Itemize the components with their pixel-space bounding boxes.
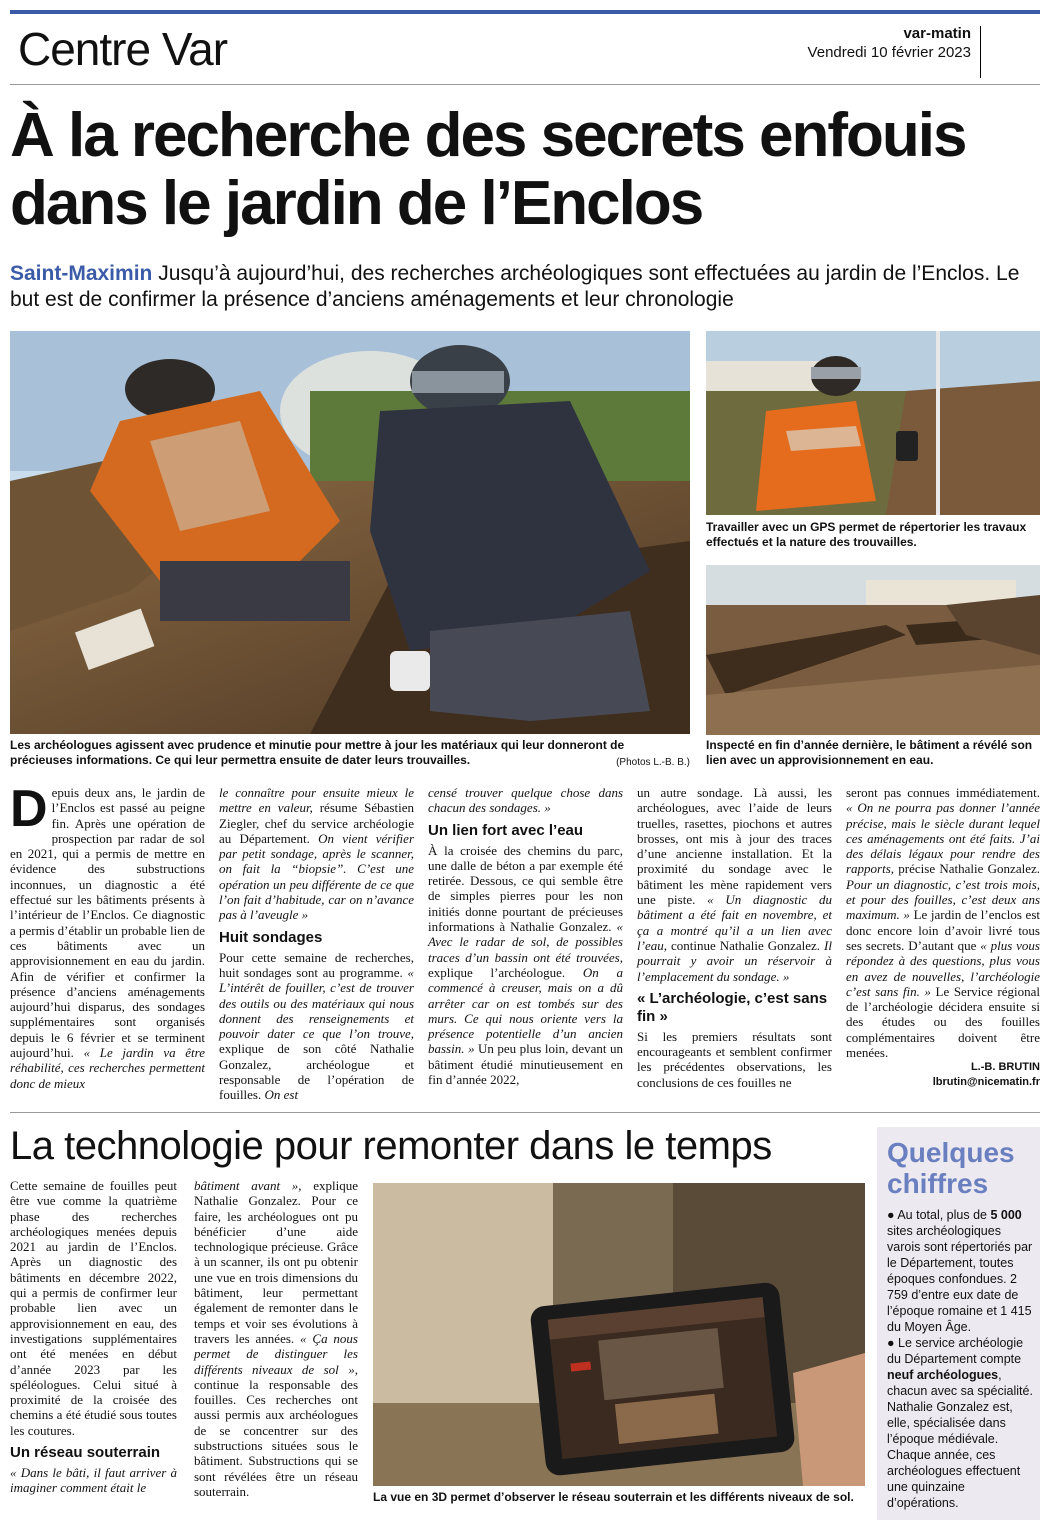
col4-quote-1: « Un diagnostic du bâtiment a été fait en novembre, et ça a montré qu’il a un lien avec l’eau, [637, 892, 832, 953]
col4-text-1: continue Nathalie Gonzalez. [666, 937, 825, 953]
subhead-archeologie-sans-fin: « L’archéologie, c’est sans fin » [637, 989, 828, 1025]
body-column-5 [846, 785, 1040, 1090]
a2-col2-text-2: continue la responsable des fouilles. Ces recherches ont aussi permis aux archéologues de se concentrer sur des substructions situées sous le bâtiment. Substructions qui se sont révélées être un réseau souterrain. [194, 1376, 358, 1499]
col5-text-2: Le jardin de l’enclos est donc encore loin d’avoir livré tous ses secrets. D’autant que [846, 907, 1040, 953]
gps-photo-caption: Travailler avec un GPS permet de répertorier les travaux effectués et la nature des trouvailles. [706, 520, 1027, 549]
paper-name: var-matin [903, 25, 971, 42]
archaeologists-digging-image [10, 331, 690, 734]
body-column-2 [219, 785, 414, 1103]
figure-item-2: ● Le service archéologie du Département compte neuf archéologues, chacun avec sa spécialité. Nathalie Gonzalez est, elle, spécialisée dans l’époque médiévale. Chaque année, ces archéologues effectuent une quinzaine d’opérations. [887, 1336, 1033, 1510]
issue-date: Vendredi 10 février 2023 [807, 44, 971, 61]
col2-quote-1: le connaître pour ensuite mieux le mettre en valeur, [219, 785, 414, 816]
article2-column-1 [10, 1178, 177, 1496]
subhead-lien-eau: Un lien fort avec l’eau [428, 821, 584, 839]
col3-text-2: Un peu plus loin, devant un bâtiment étudié minutieusement en fin d’année 2022, [428, 1041, 623, 1088]
tablet-photo-caption: La vue en 3D permet d’observer le réseau souterrain et les différents niveaux de sol. [373, 1490, 854, 1504]
headline-2: La technologie pour remonter dans le temps [10, 1124, 772, 1168]
col4-quote-2: Il pourrait y avoir un réservoir à l’emplacement du sondage. » [637, 937, 832, 984]
author-email[interactable]: lbrutin@nicematin.fr [932, 1076, 1040, 1089]
building-photo-caption: Inspecté en fin d’année dernière, le bâtiment a révélé son lien avec un approvisionnement en eau. [706, 738, 1033, 767]
figure-item-1: ● Au total, plus de 5 000 sites archéologiques varois sont répertoriés par le Département, toutes époques confondues. 2 759 d’entre eux date de l’époque romaine et 1 415 du Moyen Âge. [887, 1208, 1033, 1334]
col2-para-2: Pour cette semaine de recherches, huit sondages sont au programme. [219, 949, 414, 980]
figure-1-value: 5 000 [990, 1208, 1022, 1222]
col3-quote-3: On a commencé à creuser, mais on a dû arrêter car on est tombés sur des murs. Ce qui nous oriente vers la présence potentielle d’un ancien bassin. » [428, 964, 624, 1057]
a2-col1-quote: « Dans le bâti, il faut arriver à imaginer comment était le [10, 1465, 177, 1496]
col5-text-3: Le Service régional de l’archéologie décidera ensuite si des études ou des fouilles complémentaires doivent être menées. [846, 983, 1040, 1061]
col3-text-1: explique l’archéologue. [428, 964, 583, 980]
subhead-reseau-souterrain: Un réseau souterrain [10, 1444, 161, 1462]
top-color-bar [10, 10, 1040, 14]
lede [10, 261, 1040, 313]
main-photo [10, 331, 690, 734]
lede-location: Saint-Maximin [10, 262, 153, 285]
body-column-3 [428, 785, 623, 1087]
trench-image [706, 565, 1040, 735]
gps-survey-image [706, 331, 1040, 515]
drop-cap: D [10, 780, 48, 838]
author-byline: L.-B. BRUTIN [970, 1061, 1040, 1074]
col3-para: À la croisée des chemins du parc, une dalle de béton a par exemple été retirée. Dessous, ce qui semble être de simples pierres pour les non initiés donne pourtant de précieuses informations à Nathalie Gonzalez. [428, 842, 623, 935]
article2-column-2 [194, 1178, 358, 1499]
headline: À la recherche des secrets enfouis dans le jardin de l’Enclos [10, 101, 966, 238]
col2-quote-3: « L’intérêt de fouiller, c’est de trouver des outils ou des matériaux qui nous donnent des renseignements et pouvoir dater ce que l’on trouve, [219, 964, 414, 1042]
figures-body [887, 1207, 1035, 1511]
tablet-photo [373, 1183, 865, 1486]
col5-text-1: précise Nathalie Gonzalez. [894, 861, 1040, 877]
photo-credit: (Photos L.-B. B.) [616, 757, 690, 768]
header-rule [10, 84, 1040, 85]
figures-title: Quelques chiffres [887, 1137, 1015, 1199]
figure-2-text-b: , chacun avec sa spécialité. Nathalie Gonzalez est, elle, spécialisée dans l’époque médiévale. Chaque année, ces archéologues effectuent une quinzaine d’opérations. [887, 1368, 1033, 1510]
col2-text-2: explique de son côté Nathalie Gonzalez, archéologue et responsable de l’opération de fouilles. [219, 1041, 414, 1103]
a2-col1-para: Cette semaine de fouilles peut être vue comme la quatrième phase des recherches archéologiques menées depuis 2021 au jardin de l’Enclos. Après un diagnostic des bâtiments en décembre 2022, qui a permis de confirmer leur probable lien avec un approvisionnement en eau, des investigations supplémentaires ont été menées en début d’année 2023 par les spéléologues. Celui situé à proximité de la croisée des chemins a été étudié sous toutes les coutures. [10, 1178, 177, 1438]
masthead [808, 24, 971, 62]
lede-text: Jusqu’à aujourd’hui, des recherches archéologiques sont effectuées au jardin de l’Enclos. Le but est de confirmer la présence d’anciens aménagements et leur chronologie [10, 262, 1020, 311]
body-column-1 [10, 780, 205, 1091]
a2-col2-text-1: explique Nathalie Gonzalez. Pour ce faire, les archéologues ont pu bénéficier d’une aide technologique précieuse. Grâce à un scanner, ils ont pu obtenir une vue en trois dimensions du bâtiment, leur permettant également de remonter dans le temps et voir ses évolutions à travers les années. [194, 1178, 358, 1346]
masthead-divider [980, 26, 981, 78]
col3-quote-1: censé trouver quelque chose dans chacun des sondages. » [428, 785, 623, 816]
col5-quote-1: « On ne pourra pas donner l’année précise, mais le siècle durant lequel ces aménagements ont été faits. J’ai des délais légaux pour rendre des rapports, [846, 800, 1040, 877]
tablet-3d-view-image [373, 1183, 865, 1486]
col3-quote-2: « Avec le radar de sol, de possibles traces d’un bassin ont été trouvées, [428, 919, 623, 965]
body-column-4 [637, 785, 832, 1090]
col4-para-2: Si les premiers résultats sont encourageants et semblent confirmer les précédentes observations, les conclusions de ces fouilles ne [637, 1028, 832, 1090]
figure-1-text-b: sites archéologiques varois sont répertoriés par le Département, toutes époques confondues. 2 759 d’entre eux date de l’époque romaine et 1 415 du Moyen Âge. [887, 1224, 1033, 1334]
figure-2-value: neuf archéologues [887, 1368, 999, 1382]
figure-2-text-a: Le service archéologie du Département compte [887, 1336, 1024, 1366]
subhead-huit-sondages: Huit sondages [219, 928, 323, 946]
col2-quote-4: On est [264, 1087, 299, 1103]
col5-para: seront pas connues immédiatement. [846, 785, 1040, 800]
main-photo-caption [10, 738, 690, 770]
a2-col2-quote-2: « Ça nous permet de distinguer les différents niveaux de sol », [194, 1330, 358, 1377]
col5-quote-3: « plus vous répondez à des questions, plus vous en avez de nouvelles, l’archéologie c’est sans fin. » [846, 937, 1040, 999]
col2-quote-2: On vient vérifier par petit sondage, après le scanner, on fait la “biopsie”. C’est une opération un peu différente de ce que l’on fait d’habitude, car on n’avance pas à l’aveugle » [219, 830, 415, 923]
col5-quote-2: Pour un diagnostic, c’est trois mois, et pour des fouilles, c’est deux ans maximum. » [846, 876, 1040, 923]
col4-para: un autre sondage. Là aussi, les archéologues, avec l’aide de leurs truelles, rasettes, piochons et autres brosses, ont mis à jour des traces d’une ancienne installation. Et la proximité du sondage avec le bâtiment les mène rapidement vers une piste. [637, 785, 832, 908]
col2-text-1: résume Sébastien Ziegler, chef du service archéologie au Département. [219, 800, 414, 846]
section-rule [10, 1112, 1040, 1113]
figure-1-text-a: Au total, plus de [897, 1208, 991, 1222]
section-title: Centre Var [18, 23, 228, 75]
gps-photo [706, 331, 1040, 515]
col1-quote: « Le jardin va être réhabilité, ces recherches permettent donc de mieux [10, 1045, 205, 1091]
col1-para: epuis deux ans, le jardin de l’Enclos est passé au peigne fin. Après une opération de prospection par radar de sol en 2021, qui a permis de mettre en évidence des substructions inconnues, un diagnostic a été effectué sur les bâtiments présents à l’intérieur de l’Enclos. Ce diagnostic a permis d’établir un probable lien de ces bâtiments avec un approvisionnement en eau du jardin. Afin de vérifier et confirmer la présence d’anciens aménagements aujourd’hui disparus, des sondages supplémentaires sont organisés depuis le 6 février et se terminent aujourd’hui. [10, 785, 205, 1061]
building-photo [706, 565, 1040, 735]
main-caption-text: Les archéologues agissent avec prudence et minutie pour mettre à jour les matériaux qui leur donneront de précieuses informations. Ce qui leur permettra ensuite de dater leurs trouvailles. [10, 738, 625, 767]
a2-col2-quote-1: bâtiment avant », [194, 1178, 302, 1193]
